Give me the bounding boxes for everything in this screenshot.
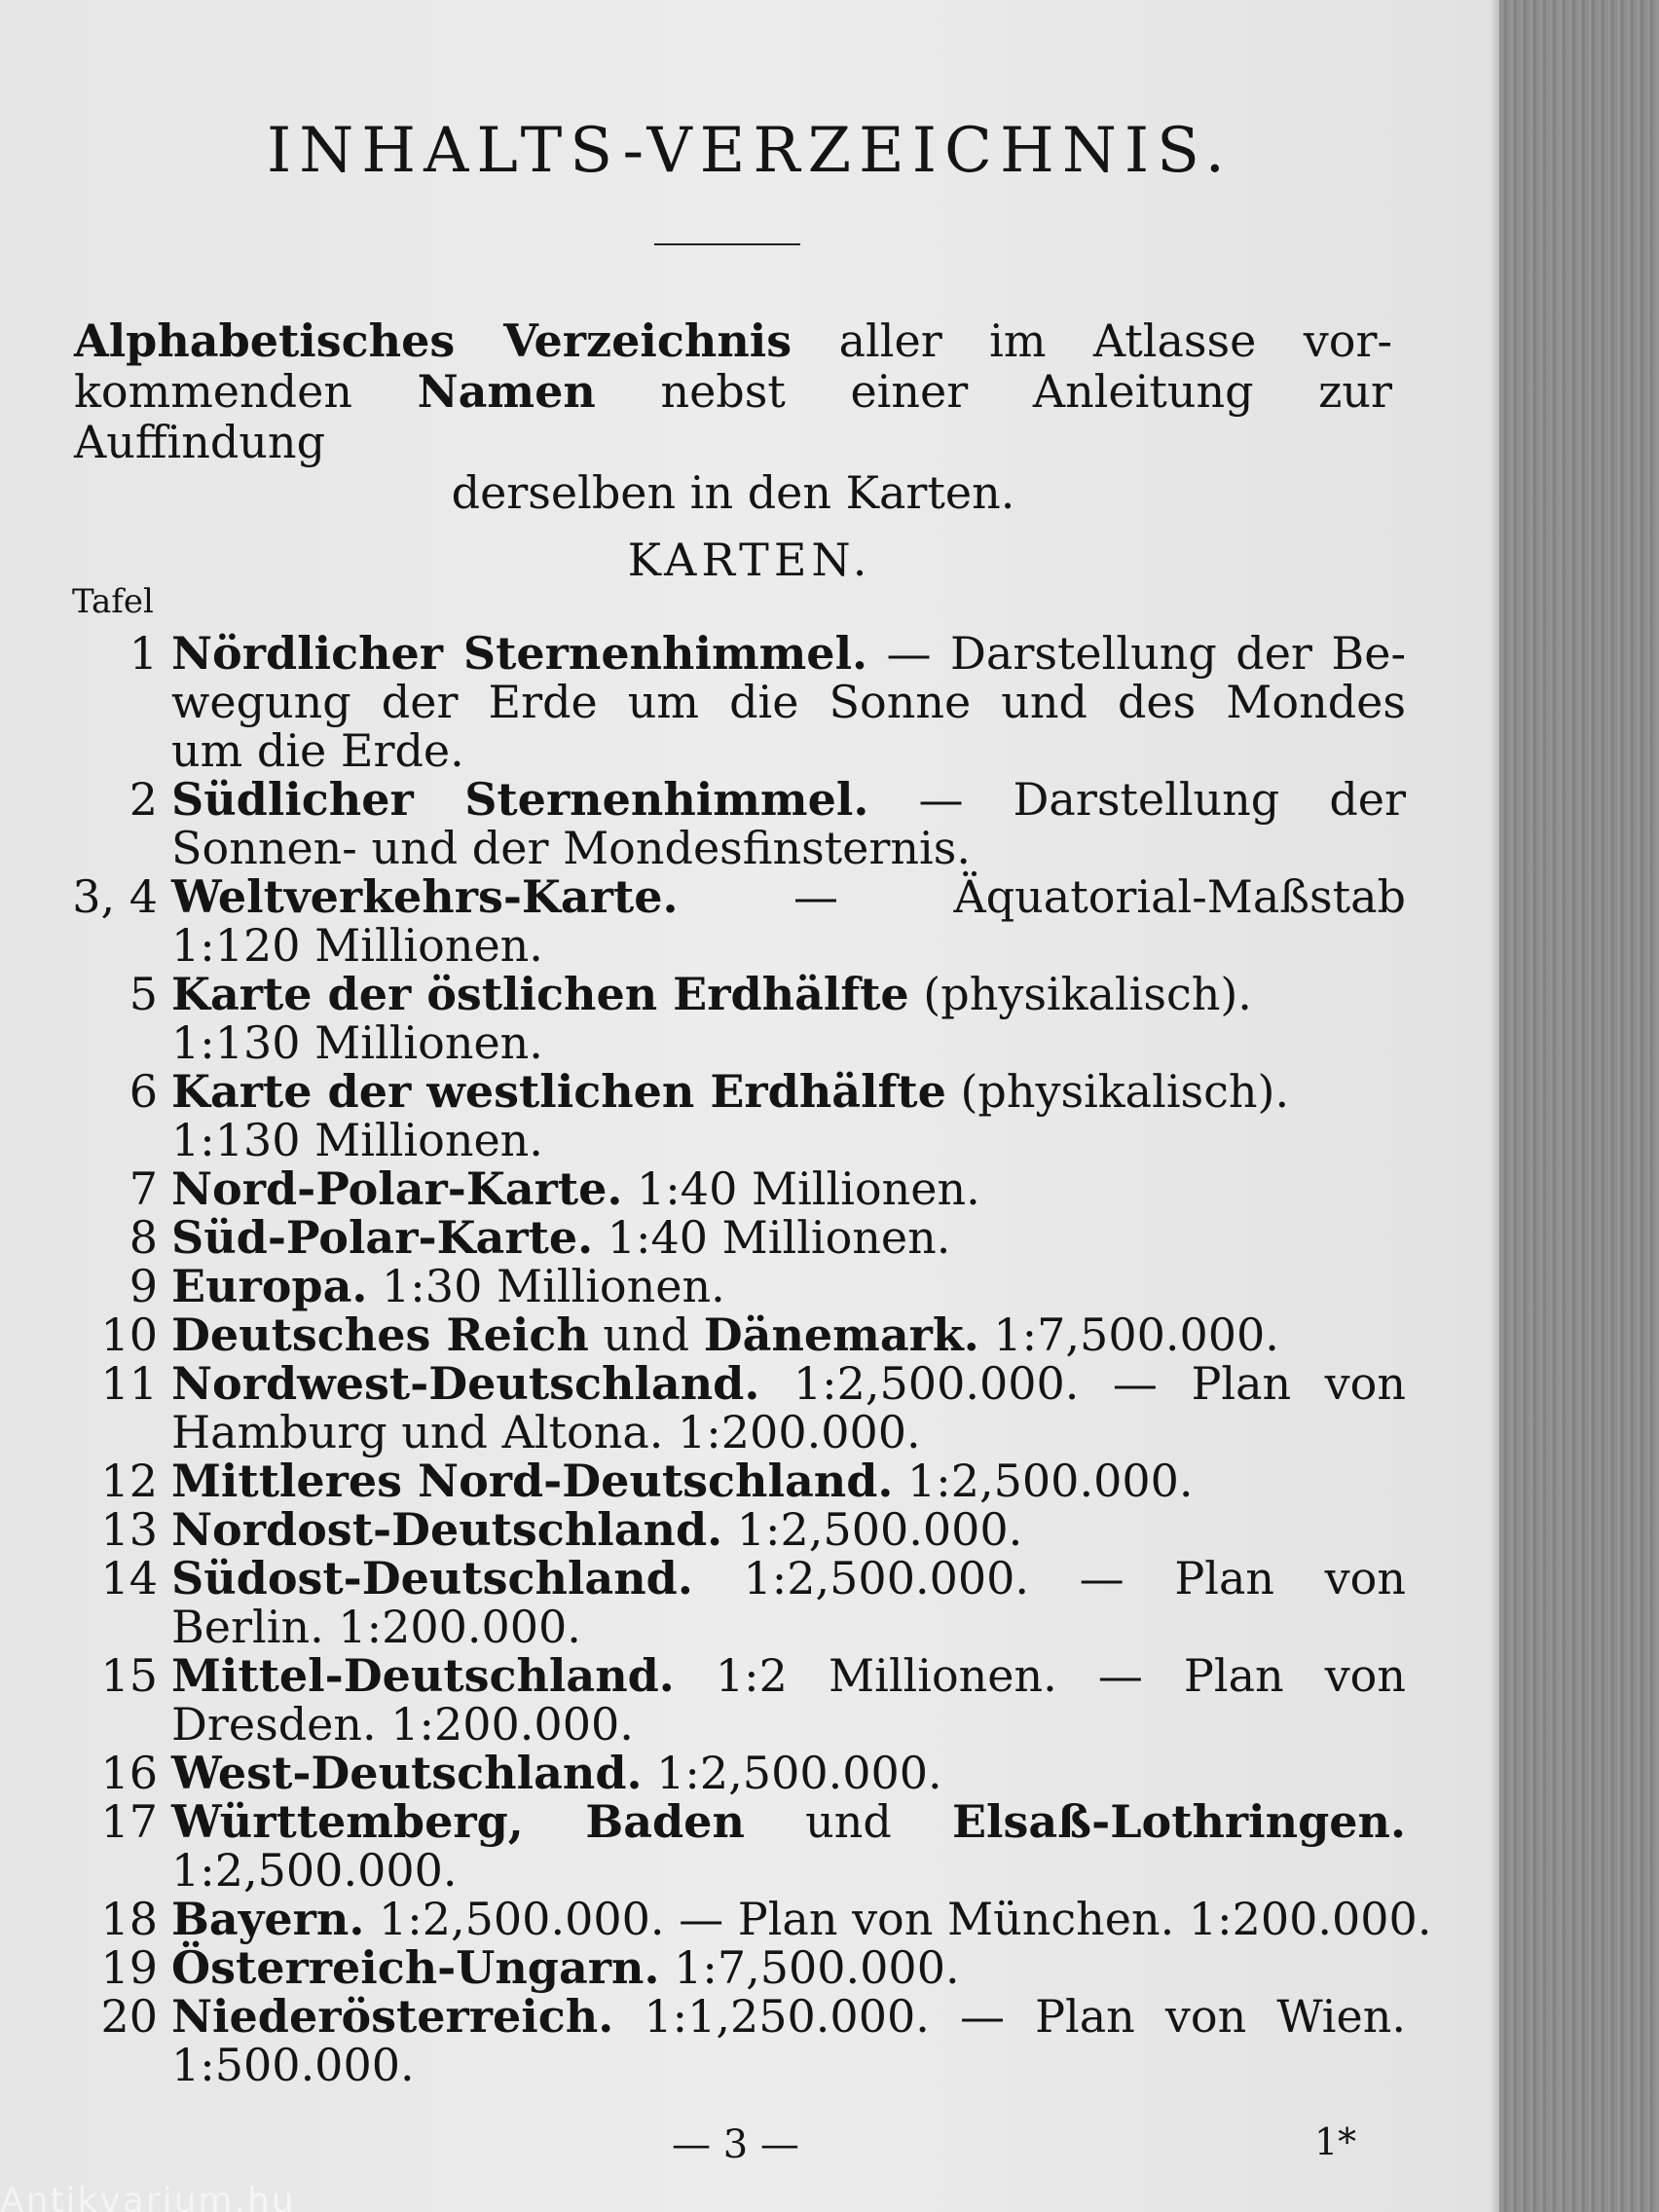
list-item [62,1456,1406,1505]
entry-line [171,1992,1406,2041]
entry-text [171,1359,1406,1456]
list-item [62,775,1406,872]
entry-line [171,1651,1406,1700]
entry-text [171,1262,1406,1310]
list-item [62,872,1406,970]
entry-line [171,1262,1406,1310]
list-item [62,1992,1406,2089]
map-title: West-Deutschland. [171,1747,643,1799]
map-title: Karte der westlichen Erdhälfte [171,1065,946,1118]
list-item [62,1893,1432,1945]
map-description: 1:30 Millionen. [367,1260,725,1312]
tafel-number: 5 [129,968,158,1020]
watermark-logo: Antikvarium.hu [0,2181,296,2212]
map-title: Nord-Polar-Karte. [171,1162,623,1215]
entry-line [171,775,1406,824]
map-title: Weltverkehrs-Karte. [171,870,679,923]
tafel-number: 19 [100,1941,158,1994]
entry-text [171,1797,1406,1895]
entry-continuation: 1:130 Millionen. [171,1016,543,1069]
list-item [62,1651,1406,1749]
map-description: und [744,1795,952,1848]
tafel-number: 1 [129,627,158,680]
entry-continuation: 1:2,500.000. [171,1844,458,1897]
entry-line [171,629,1406,678]
entry-text [171,1310,1406,1359]
entry-text [171,1651,1406,1749]
list-item [62,1067,1406,1164]
entry-text [171,1895,1431,1943]
entry-text [171,1505,1406,1554]
column-label: Tafel [72,582,154,621]
entry-line [171,1359,1406,1408]
map-title: Nördlicher Sternenhimmel. [171,627,868,680]
tafel-number: 18 [100,1893,158,1945]
map-title: Süd-Polar-Karte. [171,1211,594,1264]
entry-text [171,1456,1406,1505]
map-description: 1:7,500.000. [659,1941,960,1994]
map-description: 1:2,500.000. [722,1503,1023,1556]
entry-text [171,872,1406,970]
tafel-number: 15 [100,1649,158,1702]
entry-line [171,1164,1406,1213]
intro-line-2 [74,366,1392,467]
map-description: 1:7,500.000. [978,1309,1279,1361]
entry-line [171,1749,1406,1797]
entry-line [171,1943,1406,1992]
intro-bold-phrase: Alphabetisches Verzeichnis [74,314,793,367]
page-number: — 3 — [672,2122,799,2167]
map-description: 1:2,500.000. [642,1747,942,1799]
entry-line [171,1895,1431,1943]
map-title: Bayern. [171,1893,365,1945]
map-title: Dänemark. [703,1309,979,1361]
map-title: Österreich-Ungarn. [171,1941,660,1994]
title-divider [654,243,800,245]
tafel-number: 6 [129,1065,158,1118]
map-description: (physikalisch). [945,1065,1290,1118]
list-item [62,1213,1406,1262]
map-description: — Äquatorial-Maßstab [678,870,1406,923]
tafel-number: 8 [129,1211,158,1264]
map-description: 1:40 Millionen. [593,1211,951,1264]
entry-continuation: 1:120 Millionen. [171,919,543,972]
tafel-number: 20 [100,1990,158,2043]
entry-continuation: Sonnen- und der Mondesfinsternis. [171,822,971,874]
entry-text [171,1992,1406,2089]
map-title: Mittel-Deutschland. [171,1649,675,1702]
map-title: Karte der östlichen Erdhälfte [171,968,909,1020]
intro-text: kommenden [74,365,352,418]
list-item [62,1505,1406,1554]
list-item [62,1262,1406,1310]
entry-text [171,1213,1406,1262]
tafel-number: 14 [100,1552,158,1604]
tafel-number: 16 [100,1747,158,1799]
entry-text [171,1554,1406,1651]
map-description: 1:2,500.000. [893,1455,1194,1507]
entry-text [171,970,1406,1067]
tafel-number: 12 [100,1455,158,1507]
entry-continuation: Berlin. 1:200.000. [171,1601,581,1653]
tafel-number: 13 [100,1503,158,1556]
entry-line [171,1310,1406,1359]
entry-text [171,775,1406,872]
list-item [62,1310,1406,1359]
entry-continuation: Hamburg und Altona. 1:200.000. [171,1406,921,1458]
tafel-number: 7 [129,1162,158,1215]
map-description: 1:40 Millionen. [622,1162,980,1215]
intro-bold-word: Namen [417,365,596,418]
page-title: INHALTS-VERZEICHNIS. [267,115,1233,187]
entry-line [171,1554,1406,1603]
tafel-number: 2 [129,773,158,826]
entry-line [171,1505,1406,1554]
entry-text [171,1067,1406,1164]
tafel-number: 17 [100,1795,158,1848]
list-item [62,1943,1406,1992]
entry-text [171,1943,1406,1992]
intro-text: nebst einer Anleitung zur Auffindung [74,365,1392,468]
entry-text [171,1164,1406,1213]
map-title: Württemberg, Baden [171,1795,745,1848]
list-item [62,1554,1406,1651]
map-description: 1:2,500.000. — Plan von München. 1:200.000. [364,1893,1432,1945]
entry-text [171,629,1406,775]
tafel-number: 3, 4 [72,870,158,923]
map-title: Mittleres Nord-Deutschland. [171,1455,894,1507]
entry-continuation: 1:500.000. [171,2039,415,2091]
entry-line [171,970,1406,1018]
entry-line [171,872,1406,921]
entry-continuation: um die Erde. [171,724,464,777]
map-title: Nordost-Deutschland. [171,1503,723,1556]
entry-line [171,1213,1406,1262]
list-item [62,1797,1406,1895]
map-description: (physikalisch). [908,968,1252,1020]
map-description: 1:2,500.000. — Plan von [692,1552,1406,1604]
list-item [62,970,1406,1067]
map-description: und [588,1309,704,1361]
intro-line-1 [74,315,1392,366]
section-title: KARTEN. [627,534,872,586]
list-item [62,1164,1406,1213]
book-gutter [1499,0,1659,2212]
map-title: Deutsches Reich [171,1309,589,1361]
contents-list [62,627,1432,2091]
entry-line [171,1067,1406,1116]
entry-text [171,1749,1406,1797]
map-title: Niederösterreich. [171,1990,614,2043]
map-title: Europa. [171,1260,368,1312]
entry-continuation: 1:130 Millionen. [171,1114,543,1166]
entry-line [171,1797,1406,1846]
tafel-number: 10 [100,1309,158,1361]
map-title: Südlicher Sternenhimmel. [171,773,869,826]
tafel-number: 9 [129,1260,158,1312]
intro-text: aller im Atlasse vor- [838,314,1392,367]
map-title: Südost-Deutschland. [171,1552,693,1604]
map-description: 1:2 Millionen. — Plan von [674,1649,1406,1702]
list-item [62,1359,1406,1456]
map-title: Elsaß-Lothringen. [951,1795,1406,1848]
map-description: 1:2,500.000. — Plan von [759,1357,1406,1410]
entry-continuation: Dresden. 1:200.000. [171,1698,634,1751]
map-description: 1:1,250.000. — Plan von Wien. [613,1990,1406,2043]
list-item [62,629,1406,775]
intro-paragraph [74,315,1392,518]
entry-continuation: wegung der Erde um die Sonne und des Mondes [171,676,1406,728]
map-description: — Darstellung der Be- [867,627,1406,680]
intro-line-3: derselben in den Karten. [451,466,1015,519]
map-title: Nordwest-Deutschland. [171,1357,760,1410]
map-description: — Darstellung der [868,773,1406,826]
list-item [62,1749,1406,1797]
entry-line [171,1456,1406,1505]
signature-mark: 1* [1314,2120,1357,2163]
tafel-number: 11 [100,1357,158,1410]
